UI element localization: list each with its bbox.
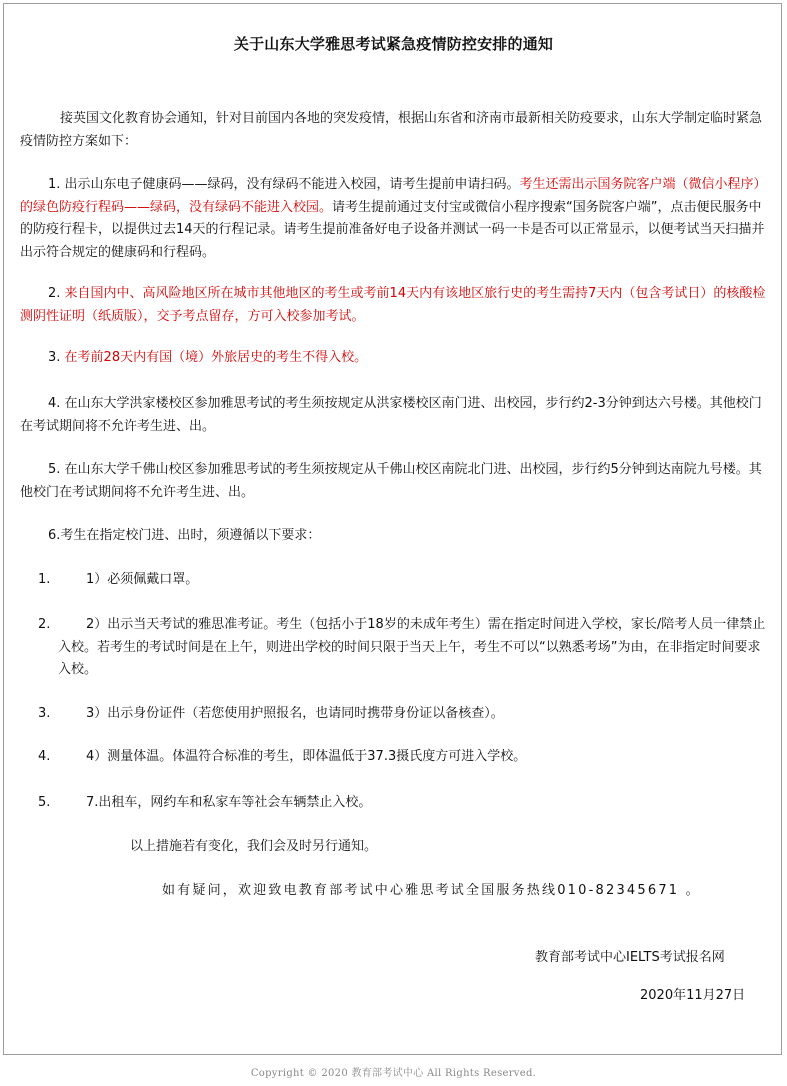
item-3-paragraph [20,347,770,370]
sub-item-4-text: 4）测量体温。体温符合标准的考生，即体温低于37.3摄氏度方可进入学校。 [86,749,527,764]
sub-item-1-number: 1. [38,572,51,587]
item-1-red-text: 考生还需出示国务院客户端（微信小程序）的绿色防疫行程码——绿码，没有绿码不能进入校园。 [20,177,767,215]
item-6-paragraph: 6.考生在指定校门进、出时，须遵循以下要求： [48,528,321,543]
item-2-paragraph [20,283,770,328]
item-1-text: 1. 出示山东电子健康码——绿码，没有绿码不能进入校园，请考生提前申请扫码。 [48,177,520,192]
item-3-red-text: 在考前28天内有国（境）外旅居史的考生不得入校。 [64,350,368,365]
item-5-paragraph: 5. 在山东大学千佛山校区参加雅思考试的考生须按规定从千佛山校区南院北门进、出校园，步行约5分钟到达南院九号楼。其他校门在考试期间将不允许考生进、出。 [20,462,762,500]
item-3-number: 3. [48,350,61,365]
sub-item-2-number: 2. [38,617,51,632]
item-1-paragraph [20,174,770,264]
sub-item-4-number: 4. [38,749,51,764]
sub-item-1-text: 1）必须佩戴口罩。 [86,572,199,587]
sub-item-3-number: 3. [38,706,51,721]
sub-item-2-text: 2）出示当天考试的雅思准考证。考生（包括小于18岁的未成年考生）需在指定时间进入学校，家长/陪考人员一律禁止入校。若考生的考试时间是在上午，则进出学校的时间只限于当天上午，考生不可以“以熟悉考场”为由，在非指定时间要求入校。 [58,617,766,677]
notice-title: 关于山东大学雅思考试紧急疫情防控安排的通知 [233,35,554,53]
closing-note: 以上措施若有变化，我们会及时另行通知。 [130,839,378,854]
signature: 教育部考试中心IELTS考试报名网 [535,950,725,965]
sub-item-5-number: 5. [38,795,51,810]
intro-paragraph: 接英国文化教育协会通知，针对目前国内各地的突发疫情，根据山东省和济南市最新相关防疫要求，山东大学制定临时紧急疫情防控方案如下： [20,111,763,149]
copyright-footer: Copyright © 2020 教育部考试中心 All Rights Reserved. [250,1068,537,1079]
hotline-note: 如有疑问，欢迎致电教育部考试中心雅思考试全国服务热线010-82345671 。 [162,883,701,898]
item-1-text-cont: 请考生提前通过支付宝或微信小程序搜索“国务院客户端”，点击便民服务中的防疫行程卡，以提供过去14天的行程记录。请考生提前准备好电子设备并测试一码一卡是否可以正常显示，以便考试当天扫描并出示符合规定的健康码和行程码。 [20,199,765,260]
item-4-paragraph: 4. 在山东大学洪家楼校区参加雅思考试的考生须按规定从洪家楼校区南门进、出校园，步行约2-3分钟到达六号楼。其他校门在考试期间将不允许考生进、出。 [20,396,762,434]
sub-item-5-text: 7.出租车，网约车和私家车等社会车辆禁止入校。 [86,795,372,810]
item-2-red-text: 来自国内中、高风险地区所在城市其他地区的考生或考前14天内有该地区旅行史的考生需持7天内（包含考试日）的核酸检测阴性证明（纸质版），交予考点留存，方可入校参加考试。 [20,286,766,324]
notice-date: 2020年11月27日 [640,988,746,1003]
sub-item-3-text: 3）出示身份证件（若您使用护照报名，也请同时携带身份证以备核查）。 [86,706,504,721]
item-2-number: 2. [48,286,61,301]
